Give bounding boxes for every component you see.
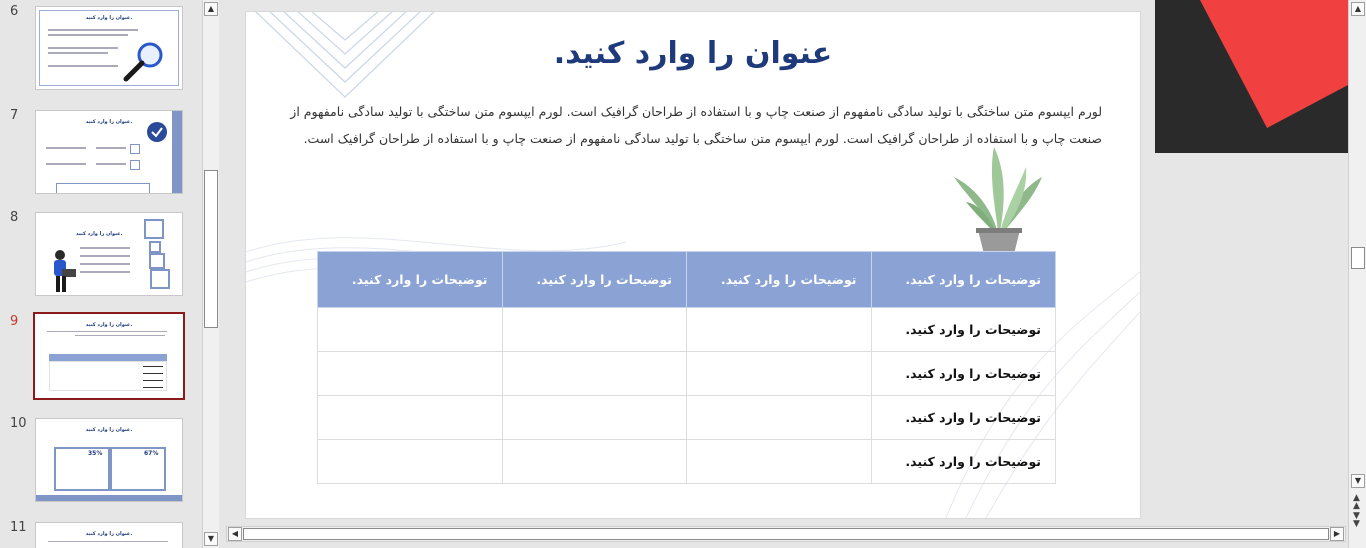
table-header-cell[interactable]: توضیحات را وارد کنید.: [502, 252, 687, 308]
thumbnail-scrollbar[interactable]: [202, 0, 219, 548]
preview-image: [1155, 0, 1348, 153]
table-header-cell[interactable]: توضیحات را وارد کنید.: [318, 252, 503, 308]
table-cell[interactable]: توضیحات را وارد کنید.: [871, 440, 1056, 484]
plant-icon: [944, 142, 1054, 254]
table-row: [318, 352, 1056, 396]
table-cell[interactable]: [318, 440, 503, 484]
scrollbar-thumb[interactable]: [1351, 247, 1365, 269]
slide-canvas[interactable]: [246, 12, 1140, 518]
table-cell[interactable]: توضیحات را وارد کنید.: [871, 352, 1056, 396]
magnifier-icon: [120, 39, 166, 85]
table-row: [318, 440, 1056, 484]
table-cell[interactable]: [318, 308, 503, 352]
table-cell[interactable]: [318, 396, 503, 440]
slide-title[interactable]: عنوان را وارد کنید.: [553, 36, 833, 71]
slide-thumbnail-8[interactable]: [35, 212, 183, 296]
person-laptop-icon: [48, 249, 78, 293]
thumbnail-title: عنوان را وارد کنید.: [85, 119, 133, 125]
thumbnail-title: عنوان را وارد کنید.: [85, 322, 133, 328]
slide-number: 11: [10, 520, 27, 535]
table-cell[interactable]: [687, 352, 872, 396]
table-cell[interactable]: [687, 440, 872, 484]
scroll-right-button[interactable]: ▶: [1330, 527, 1344, 541]
table-cell[interactable]: توضیحات را وارد کنید.: [871, 308, 1056, 352]
table-cell[interactable]: [502, 352, 687, 396]
slide-number: 10: [10, 416, 27, 431]
scroll-up-button[interactable]: ▲: [1351, 2, 1365, 16]
table-header-cell[interactable]: توضیحات را وارد کنید.: [687, 252, 872, 308]
scrollbar-thumb[interactable]: [243, 528, 1329, 540]
thumbnail-title: عنوان را وارد کنید.: [76, 231, 123, 237]
scroll-up-button[interactable]: ▲: [204, 2, 218, 16]
slide-thumbnail-10[interactable]: [35, 418, 183, 502]
table-header-cell[interactable]: توضیحات را وارد کنید.: [871, 252, 1056, 308]
preview-graphic: [1155, 0, 1348, 153]
thumbnail-title: عنوان را وارد کنید.: [85, 427, 133, 433]
slide-thumbnail-7[interactable]: [35, 110, 183, 194]
table-cell[interactable]: [502, 396, 687, 440]
table-cell[interactable]: [502, 440, 687, 484]
check-icon: [146, 121, 168, 143]
thumbnail-title: عنوان را وارد کنید.: [85, 15, 133, 21]
slide-thumbnail-11[interactable]: [35, 522, 183, 548]
slide-number: 8: [10, 210, 19, 225]
slide-table[interactable]: [317, 251, 1056, 484]
slide-number: 9: [10, 314, 19, 329]
table-cell[interactable]: [502, 308, 687, 352]
scroll-down-button[interactable]: ▼: [204, 532, 218, 546]
thumbnail-title: عنوان را وارد کنید.: [85, 531, 133, 537]
table-cell[interactable]: [318, 352, 503, 396]
table-row: [318, 308, 1056, 352]
slide-number: 7: [10, 108, 19, 123]
next-slide-icon[interactable]: ▼ ▼: [1353, 511, 1360, 529]
slide-thumbnail-6[interactable]: [35, 6, 183, 90]
slide-thumbnail-9[interactable]: [33, 312, 185, 400]
stat-value: 67%: [144, 450, 159, 457]
scroll-down-button[interactable]: ▼: [1351, 474, 1365, 488]
main-vertical-scrollbar[interactable]: [1348, 0, 1366, 548]
stat-value: 35%: [88, 450, 103, 457]
table-cell[interactable]: توضیحات را وارد کنید.: [871, 396, 1056, 440]
table-cell[interactable]: [687, 308, 872, 352]
slide-number: 6: [10, 4, 19, 19]
slide-thumbnail-pane: [0, 0, 202, 548]
table-header-row: [318, 252, 1056, 308]
previous-slide-icon[interactable]: ▲ ▲: [1353, 493, 1360, 511]
table-cell[interactable]: [687, 396, 872, 440]
scrollbar-thumb[interactable]: [204, 170, 218, 328]
slide-body-text[interactable]: لورم ایپسوم متن ساختگی با تولید سادگی نامفهوم از صنعت چاپ و با استفاده از طراحان گرافیک است. لورم ایپسوم متن ساختگی با تولید سادگی نامفهوم از صنعت چاپ و با استفاده از طراحان گرافیک است. لورم ایپسوم متن ساختگی با تولید سادگی نامفهوم از صنعت چاپ و با استفاده از طراحان گرافیک است.: [290, 104, 1102, 146]
scroll-left-button[interactable]: ◀: [228, 527, 242, 541]
table-row: [318, 396, 1056, 440]
main-horizontal-scrollbar[interactable]: [226, 526, 1346, 542]
